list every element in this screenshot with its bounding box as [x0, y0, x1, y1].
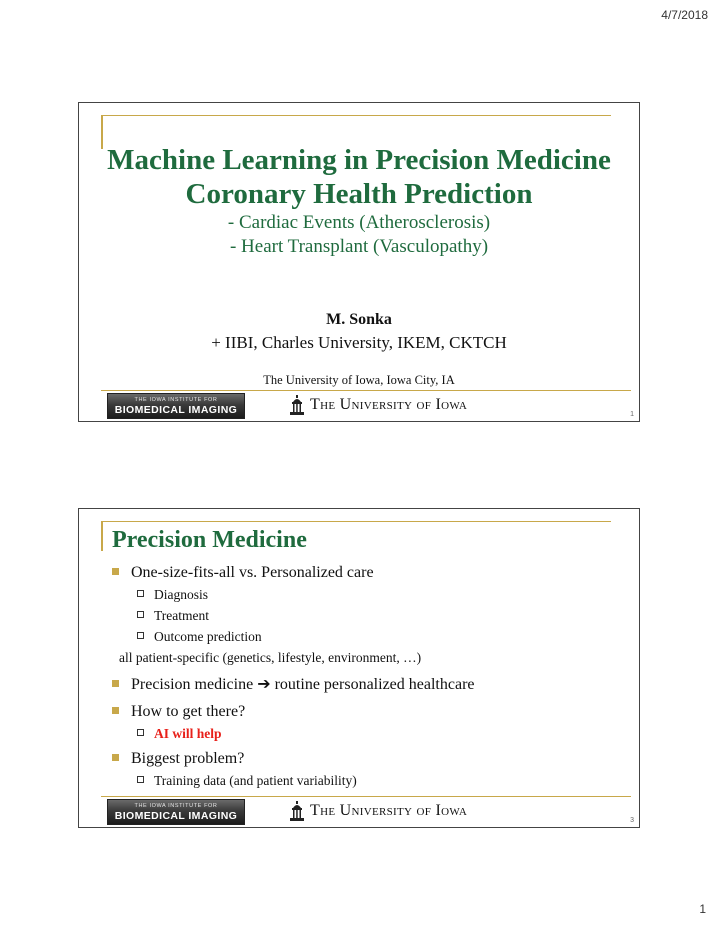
note-text: all patient-specific (genetics, lifestyle, environment, …): [119, 650, 422, 665]
slide-number: 1: [630, 411, 634, 418]
sub-bullet-item: Training data (and patient variability): [137, 772, 357, 790]
slide-number: 3: [630, 817, 634, 824]
sub-bullet-item: AI will help: [137, 725, 222, 743]
page-date: 4/7/2018: [661, 8, 708, 22]
box-bullet-icon: [137, 611, 144, 618]
university-of-iowa-logo: The University of Iowa: [289, 800, 467, 822]
box-bullet-icon: [137, 632, 144, 639]
accent-line-vertical: [101, 521, 103, 551]
slide-subtitle-line2: - Heart Transplant (Vasculopathy): [229, 236, 489, 257]
bullet-item: One-size-fits-all vs. Personalized care: [112, 563, 374, 583]
affiliations: + IIBI, Charles University, IKEM, CKTCH: [211, 333, 507, 352]
arrow-right-icon: ➔: [257, 676, 271, 693]
sub-bullet-item: Treatment: [137, 607, 209, 625]
bullet-item: Biggest problem?: [112, 749, 244, 769]
footer-rule: [101, 390, 631, 391]
slide-title-line2: Coronary Health Prediction: [185, 178, 533, 210]
page-number: 1: [699, 902, 706, 916]
slide-title-line1: Machine Learning in Precision Medicine: [107, 144, 611, 176]
square-bullet-icon: [112, 707, 119, 714]
accent-line-horizontal: [101, 521, 611, 522]
slide-title: [78, 102, 640, 422]
box-bullet-icon: [137, 729, 144, 736]
old-capitol-icon: [289, 801, 305, 821]
bullet-item: Precision medicine ➔ routine personalized healthcare: [112, 675, 475, 695]
bullet-item: How to get there?: [112, 702, 245, 722]
slide-title: Precision Medicine: [112, 527, 307, 553]
slide-subtitle-line1: - Cardiac Events (Atherosclerosis): [227, 212, 491, 233]
box-bullet-icon: [137, 590, 144, 597]
author: M. Sonka: [326, 311, 392, 328]
old-capitol-icon: [289, 395, 305, 415]
sub-bullet-item: Diagnosis: [137, 586, 208, 604]
square-bullet-icon: [112, 568, 119, 575]
accent-line-horizontal: [101, 115, 611, 116]
box-bullet-icon: [137, 776, 144, 783]
sub-bullet-item: Outcome prediction: [137, 628, 262, 646]
iibi-logo: THE IOWA INSTITUTE FOR BIOMEDICAL IMAGING: [107, 799, 245, 825]
square-bullet-icon: [112, 754, 119, 761]
slide-precision-medicine: [78, 508, 640, 828]
square-bullet-icon: [112, 680, 119, 687]
institution: The University of Iowa, Iowa City, IA: [263, 373, 455, 387]
footer-rule: [101, 796, 631, 797]
iibi-logo: THE IOWA INSTITUTE FOR BIOMEDICAL IMAGING: [107, 393, 245, 419]
university-of-iowa-logo: The University of Iowa: [289, 394, 467, 416]
